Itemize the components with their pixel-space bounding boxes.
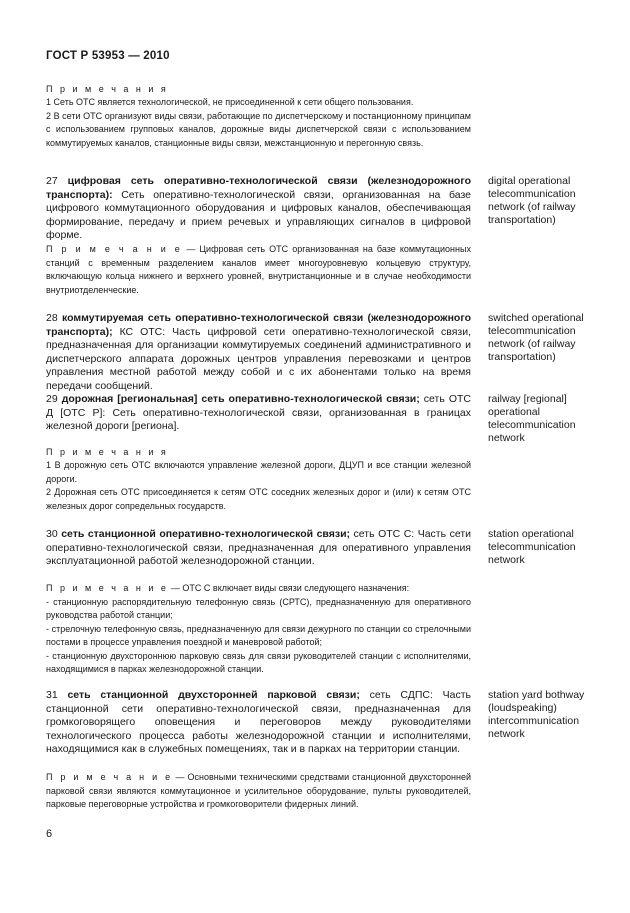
note-text: — ОТС С включает виды связи следующего назначения: bbox=[170, 583, 410, 593]
page-number: 6 bbox=[46, 828, 53, 840]
term-title: цифровая сеть оперативно-технологической связи (железнодорожного транспорта): bbox=[46, 175, 471, 201]
note-label: П р и м е ч а н и е bbox=[46, 583, 169, 593]
note-heading: П р и м е ч а н и я bbox=[46, 447, 169, 457]
note-item: - станционную двухстороннюю парковую связь для связи руководителей станции с исполнителями, находящимися в парках железнодорожной станции. bbox=[46, 650, 471, 674]
note-item: 2 В сети ОТС организуют виды связи, работающие по диспетчерскому и постанционному принципам с использованием групповых каналов, дорожные виды диспетчерской связи с использованием коммутируемых каналов, станционные виды связи, межстанционную и перегонную связь. bbox=[46, 110, 471, 148]
term-definition: сеть ОТС Д [ОТС Р]: Сеть оперативно-технологической связи, организованная в границах железной дороги [региона]. bbox=[46, 393, 471, 432]
term-definition: КС ОТС: Часть цифровой сети оперативно-технологической связи, предназначенная для организации коммутируемых соединений административного и диспетчерского аппарата дорожных центров управления перевозками и центров управления местной работой между собой и с их абонентами только на время передачи сообщений. bbox=[46, 325, 472, 392]
term-english-27: digital operational telecommunication network (of railway transportation) bbox=[488, 175, 576, 226]
term-number: 27 bbox=[46, 175, 58, 187]
term-entry-28 bbox=[46, 312, 471, 393]
term-entry-29 bbox=[46, 393, 471, 434]
term-entry-30 bbox=[46, 528, 471, 569]
note-item: 1 Сеть ОТС является технологической, не присоединенной к сети общего пользования. bbox=[46, 97, 414, 107]
term-english-31: station yard bothway (loudspeaking) intercommunication network bbox=[488, 689, 585, 740]
term-definition: сеть ОТС С: Часть сети оперативно-технологической связи, предназначенная для оперативного управления эксплуатационной работой железнодорожной станции. bbox=[46, 528, 472, 567]
term-entry-27 bbox=[46, 175, 471, 243]
note-label: П р и м е ч а н и е bbox=[46, 772, 173, 782]
term-title: сеть станционной двухсторонней парковой связи; bbox=[67, 689, 360, 701]
note-block-30 bbox=[46, 582, 471, 677]
note-block-31 bbox=[46, 771, 471, 812]
note-text: — Основными техническими средствами станционной двухсторонней парковой связи являются коммутационное и усилительное оборудование, пульты руководителей, парковые переговорные устройства и громкоговорители фидерных линий. bbox=[46, 772, 471, 809]
note-block-general bbox=[46, 83, 471, 150]
term-definition: сеть СДПС: Часть станционной сети оперативно-технологической связи, предназначенная для громкоговорящего оповещения и переговоров между руководителями технологического процесса работы железнодорожной станции и исполнителями, находящимися как в служебных помещениях, так и в парках на территории станции. bbox=[46, 689, 471, 755]
note-text: — Цифровая сеть ОТС организованная на базе коммутационных станций с временным разделением каналов имеет многоуровневую кольцевую структуру, включающую кольца нижнего и верхнего уровней, внутристанционные и в случае необходимости внутриотделенческие. bbox=[46, 244, 471, 295]
note-item: 1 В дорожную сеть ОТС включаются управление железной дороги, ДЦУП и все станции железной дороги. bbox=[46, 460, 471, 484]
note-item: - стрелочную телефонную связь, предназначенную для связи дежурного по станции со стрелочными постами в процессе управления поездной и маневровой работой; bbox=[46, 623, 471, 647]
note-label: П р и м е ч а н и е bbox=[46, 244, 183, 254]
term-english-30: station operational telecommunication network bbox=[488, 528, 576, 566]
term-title: дорожная [региональная] сеть оперативно-технологической связи; bbox=[61, 393, 420, 405]
note-block-27 bbox=[46, 243, 471, 297]
note-item: 2 Дорожная сеть ОТС присоединяется к сетям ОТС соседних железных дорог и (или) к сетям ОТС железных дорог сопредельных государств. bbox=[46, 487, 471, 511]
document-header: ГОСТ Р 53953 — 2010 bbox=[46, 50, 170, 62]
term-english-29: railway [regional] operational telecommunication network bbox=[488, 393, 576, 444]
term-number: 29 bbox=[46, 393, 58, 405]
term-number: 30 bbox=[46, 528, 58, 540]
term-number: 31 bbox=[46, 689, 58, 701]
note-heading: П р и м е ч а н и я bbox=[46, 84, 169, 94]
term-english-28: switched operational telecommunication network (of railway transportation) bbox=[488, 312, 584, 363]
note-block-29 bbox=[46, 446, 471, 513]
note-item: - станционную распорядительную телефонную связь (СРТС), предназначенную для оперативного руководства работой станции; bbox=[46, 596, 471, 620]
term-title: сеть станционной оперативно-технологической связи; bbox=[61, 528, 351, 540]
term-number: 28 bbox=[46, 312, 58, 324]
term-entry-31 bbox=[46, 689, 471, 757]
term-definition: Сеть оперативно-технологической связи, организованная на базе цифрового коммутационного оборудования и цифровых каналов, обеспечивающая формирование, передачу и прием речевых и управляющих сигналов в цифровой форме. bbox=[46, 188, 471, 241]
term-title: коммутируемая сеть оперативно-технологической связи (железнодорожного транспорта); bbox=[46, 312, 471, 338]
